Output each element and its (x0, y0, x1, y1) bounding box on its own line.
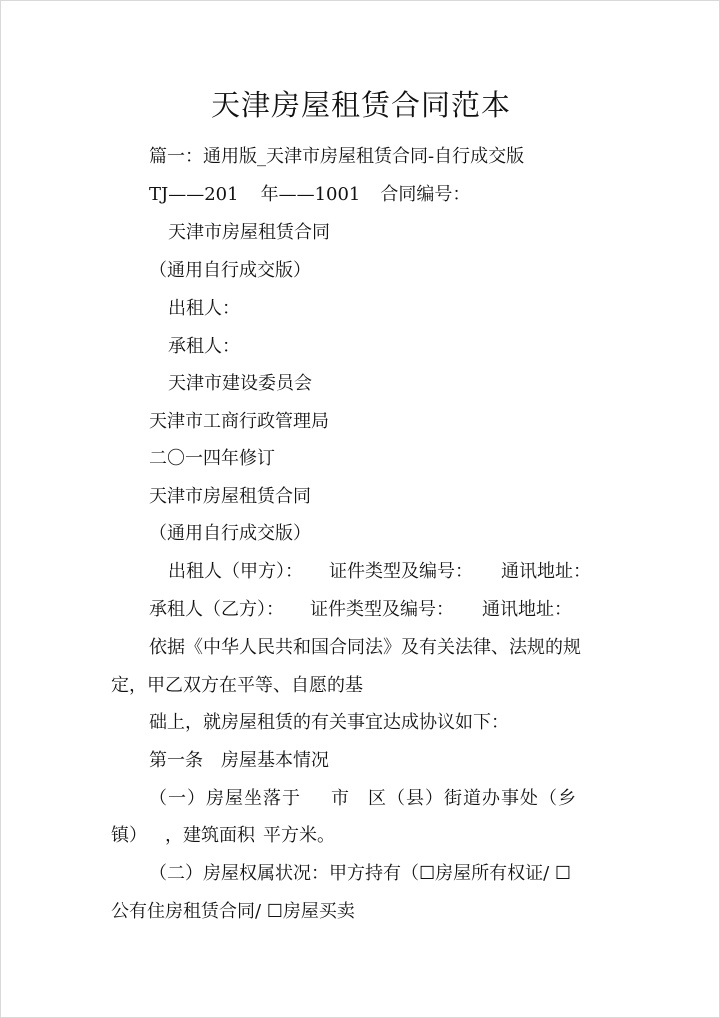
text-line (111, 823, 335, 849)
text-line (149, 182, 470, 208)
text-line: 天津市建设委员会 (168, 373, 312, 394)
text-line: 天津市房屋租赁合同 (149, 486, 311, 507)
location-label: （一）房屋坐落于 (149, 788, 301, 809)
text-line: 础上，就房屋租赁的有关事宜达成协议如下： (149, 712, 509, 733)
address-label: 通讯地址： (482, 599, 572, 620)
contract-prefix: TJ——201 (149, 184, 239, 205)
text-line: 出租人： (168, 298, 240, 319)
text-line (149, 597, 572, 623)
text-line: 依据《中华人民共和国合同法》及有关法律、法规的规 (149, 637, 581, 658)
area-label: ，建筑面积 (165, 825, 255, 846)
article-title: 房屋基本情况 (221, 750, 329, 771)
text-line: （二）房屋权属状况：甲方持有（☐房屋所有权证/ ☐ (149, 863, 572, 884)
text-line: 天津市房屋租赁合同 (168, 222, 330, 243)
text-line: 二〇一四年修订 (149, 448, 275, 469)
lessee-label: 承租人（乙方）： (149, 599, 284, 620)
text-line (168, 559, 591, 585)
id-type-label: 证件类型及编号： (310, 599, 454, 620)
id-type-label: 证件类型及编号： (329, 561, 473, 582)
article-number: 第一条 (149, 750, 203, 771)
text-line: 定，甲乙双方在平等、自愿的基 (111, 675, 363, 696)
contract-number-label: 合同编号： (380, 184, 471, 205)
section-heading (149, 748, 329, 774)
lessor-label: 出租人（甲方）： (168, 561, 303, 582)
area-unit: 平方米。 (263, 825, 335, 846)
text-line: 承租人： (168, 336, 240, 357)
document-title: 天津房屋租赁合同范本 (210, 88, 511, 122)
text-line: 篇一：通用版_天津市房屋租赁合同-自行成交版 (149, 146, 525, 167)
text-line (149, 786, 577, 812)
city-label: 市 (331, 788, 350, 809)
text-line: （通用自行成交版） (149, 523, 311, 544)
text-line: 公有住房租赁合同/ ☐房屋买卖 (111, 901, 355, 922)
text-line: （通用自行成交版） (149, 260, 311, 281)
contract-year-code: 年——1001 (260, 184, 361, 205)
district-label: 区（县）街道办事处（乡 (368, 788, 577, 809)
text-line: 天津市工商行政管理局 (149, 411, 329, 432)
address-label: 通讯地址： (501, 561, 591, 582)
township-label: 镇） (111, 825, 147, 846)
